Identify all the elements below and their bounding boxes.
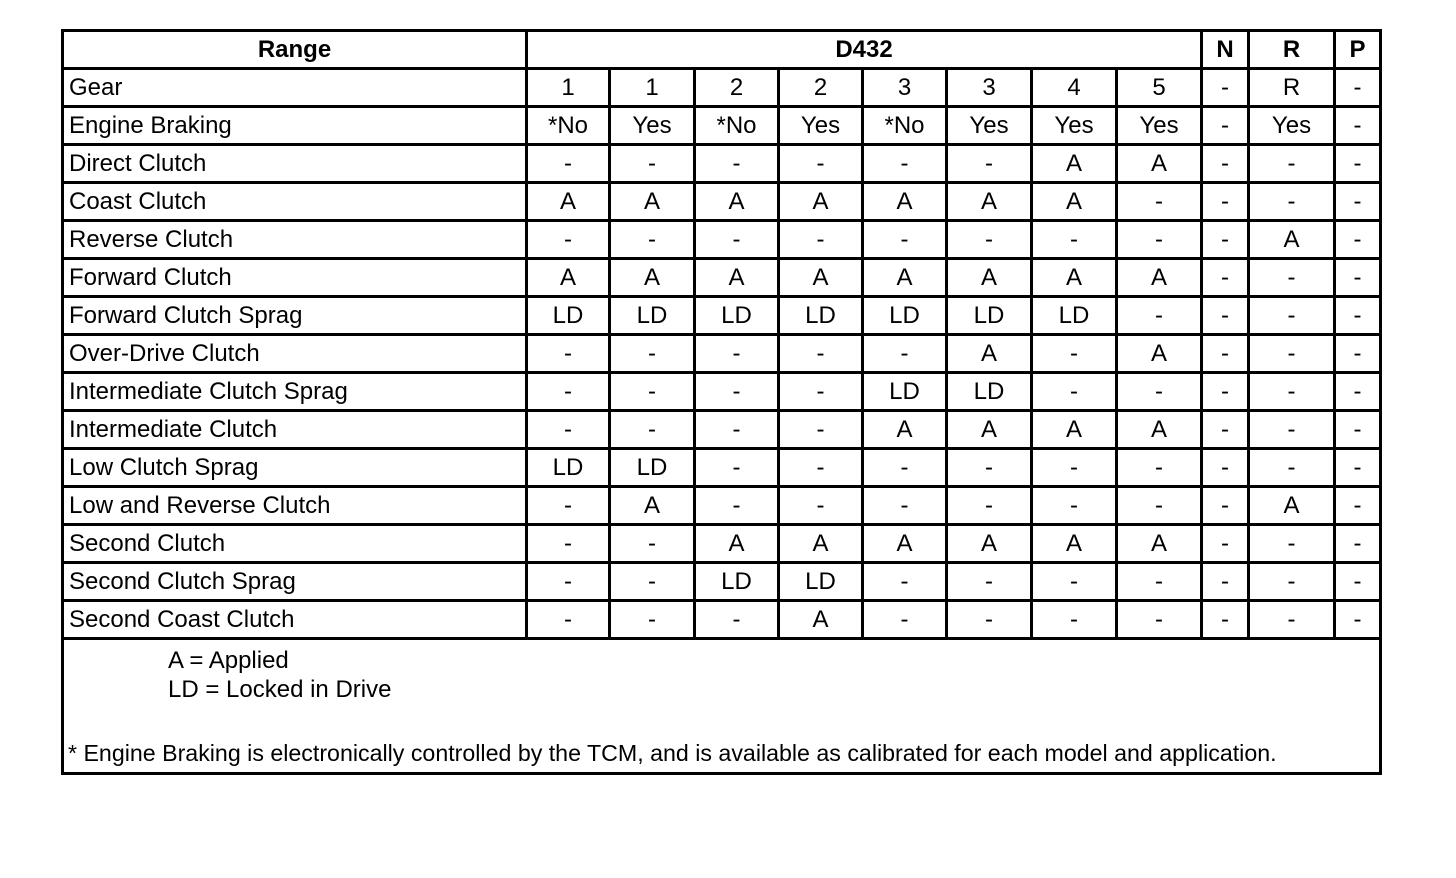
table-cell: A: [1249, 221, 1335, 259]
table-cell: -: [1202, 525, 1249, 563]
table-cell: A: [1032, 183, 1117, 221]
table-cell: 5: [1117, 69, 1202, 107]
table-cell: -: [779, 335, 863, 373]
table-cell: -: [610, 525, 695, 563]
table-row: [63, 259, 1381, 297]
table-cell: -: [779, 487, 863, 525]
table-cell: -: [1335, 107, 1381, 145]
table-cell: *No: [527, 107, 610, 145]
table-cell: -: [863, 601, 947, 639]
table-cell: 2: [779, 69, 863, 107]
table-cell: -: [1117, 449, 1202, 487]
p-header: P: [1335, 31, 1381, 69]
table-cell: 3: [863, 69, 947, 107]
table-cell: -: [610, 145, 695, 183]
table-cell: A: [527, 183, 610, 221]
table-cell: A: [1032, 145, 1117, 183]
table-cell: -: [1249, 297, 1335, 335]
table-cell: 1: [610, 69, 695, 107]
table-cell: -: [610, 373, 695, 411]
table-cell: LD: [1032, 297, 1117, 335]
table-body: [63, 69, 1381, 639]
table-cell: A: [947, 411, 1032, 449]
table-cell: 2: [695, 69, 779, 107]
table-row: [63, 449, 1381, 487]
table-cell: -: [610, 335, 695, 373]
table-cell: *No: [695, 107, 779, 145]
table-cell: -: [1117, 221, 1202, 259]
table-cell: -: [1117, 563, 1202, 601]
table-row: [63, 563, 1381, 601]
table-cell: Yes: [1249, 107, 1335, 145]
table-cell: -: [527, 601, 610, 639]
table-cell: -: [1032, 335, 1117, 373]
table-cell: -: [1335, 145, 1381, 183]
table-cell: -: [779, 373, 863, 411]
table-cell: -: [695, 335, 779, 373]
row-label: Forward Clutch: [63, 259, 527, 297]
row-label: Second Clutch: [63, 525, 527, 563]
table-row: [63, 297, 1381, 335]
table-cell: A: [1117, 335, 1202, 373]
table-cell: -: [863, 487, 947, 525]
table-cell: -: [779, 221, 863, 259]
table-cell: A: [779, 183, 863, 221]
table-row: [63, 487, 1381, 525]
table-cell: -: [1032, 373, 1117, 411]
table-cell: -: [1249, 335, 1335, 373]
table-cell: -: [1202, 259, 1249, 297]
table-cell: A: [779, 601, 863, 639]
table-cell: Yes: [1117, 107, 1202, 145]
row-label: Low Clutch Sprag: [63, 449, 527, 487]
clutch-application-chart: [61, 29, 1379, 775]
table-row: [63, 601, 1381, 639]
table-cell: LD: [527, 449, 610, 487]
table-cell: LD: [863, 373, 947, 411]
table-cell: -: [695, 373, 779, 411]
table-cell: A: [695, 525, 779, 563]
table-cell: -: [1032, 449, 1117, 487]
row-label: Second Coast Clutch: [63, 601, 527, 639]
table-cell: -: [1249, 601, 1335, 639]
table-cell: -: [1249, 373, 1335, 411]
table-cell: LD: [527, 297, 610, 335]
table-cell: Yes: [610, 107, 695, 145]
table-cell: -: [1249, 563, 1335, 601]
table-cell: -: [1202, 69, 1249, 107]
table-cell: A: [1117, 259, 1202, 297]
row-label: Gear: [63, 69, 527, 107]
table-cell: -: [863, 449, 947, 487]
table-cell: -: [1335, 183, 1381, 221]
table-cell: -: [527, 335, 610, 373]
table-row: [63, 525, 1381, 563]
table-cell: -: [1335, 601, 1381, 639]
table-cell: -: [1335, 411, 1381, 449]
table-cell: A: [1032, 411, 1117, 449]
table-cell: Yes: [947, 107, 1032, 145]
table-row: [63, 183, 1381, 221]
table-cell: A: [1117, 411, 1202, 449]
table-cell: LD: [779, 563, 863, 601]
table-row: [63, 221, 1381, 259]
header-row: [63, 31, 1381, 69]
table-cell: -: [1335, 373, 1381, 411]
table-cell: -: [527, 525, 610, 563]
table-cell: -: [947, 563, 1032, 601]
table-cell: A: [610, 259, 695, 297]
table-cell: -: [1335, 525, 1381, 563]
table-cell: -: [947, 487, 1032, 525]
table-cell: -: [1335, 297, 1381, 335]
table-cell: A: [947, 525, 1032, 563]
table-cell: A: [947, 335, 1032, 373]
table-cell: -: [1335, 69, 1381, 107]
table-cell: -: [1202, 487, 1249, 525]
table-cell: -: [1202, 335, 1249, 373]
table-cell: Yes: [779, 107, 863, 145]
legend-applied: A = Applied: [168, 647, 289, 674]
table-cell: -: [947, 449, 1032, 487]
table-cell: -: [947, 601, 1032, 639]
row-label: Over-Drive Clutch: [63, 335, 527, 373]
table-cell: -: [863, 335, 947, 373]
table-cell: -: [863, 145, 947, 183]
table-cell: A: [863, 183, 947, 221]
table-cell: -: [610, 411, 695, 449]
table-cell: LD: [695, 297, 779, 335]
row-label: Engine Braking: [63, 107, 527, 145]
table-cell: 4: [1032, 69, 1117, 107]
row-label: Intermediate Clutch: [63, 411, 527, 449]
table-cell: -: [610, 601, 695, 639]
table-cell: -: [1335, 563, 1381, 601]
table-cell: -: [610, 563, 695, 601]
table-cell: -: [1117, 487, 1202, 525]
table-cell: -: [1202, 601, 1249, 639]
row-label: Direct Clutch: [63, 145, 527, 183]
table-cell: -: [1117, 297, 1202, 335]
table-cell: -: [1335, 449, 1381, 487]
table-cell: -: [1335, 221, 1381, 259]
row-label: Intermediate Clutch Sprag: [63, 373, 527, 411]
legend-cell: [63, 639, 1381, 774]
table-cell: -: [695, 487, 779, 525]
table-cell: A: [1117, 145, 1202, 183]
table-cell: LD: [947, 373, 1032, 411]
table-cell: -: [1249, 449, 1335, 487]
table-row: [63, 411, 1381, 449]
range-header: Range: [63, 31, 527, 69]
table-cell: -: [1335, 487, 1381, 525]
table-cell: -: [1202, 297, 1249, 335]
row-label: Coast Clutch: [63, 183, 527, 221]
table-cell: A: [527, 259, 610, 297]
table-cell: A: [779, 259, 863, 297]
row-label: Low and Reverse Clutch: [63, 487, 527, 525]
table-cell: -: [527, 221, 610, 259]
table-cell: -: [1032, 601, 1117, 639]
table-cell: LD: [779, 297, 863, 335]
table-cell: -: [1202, 107, 1249, 145]
table-cell: -: [779, 449, 863, 487]
table-cell: -: [1249, 525, 1335, 563]
table-cell: -: [527, 487, 610, 525]
table-cell: -: [1202, 221, 1249, 259]
table-cell: -: [863, 563, 947, 601]
table-cell: A: [947, 183, 1032, 221]
table-cell: -: [1249, 183, 1335, 221]
table-cell: A: [1249, 487, 1335, 525]
table-cell: R: [1249, 69, 1335, 107]
table-cell: -: [1202, 145, 1249, 183]
table-cell: -: [527, 373, 610, 411]
table-cell: -: [695, 221, 779, 259]
table-cell: -: [527, 145, 610, 183]
table-cell: -: [1117, 373, 1202, 411]
table-cell: 1: [527, 69, 610, 107]
table-cell: -: [527, 411, 610, 449]
legend-row: [63, 639, 1381, 774]
table-row: [63, 373, 1381, 411]
legend: [168, 646, 391, 704]
r-header: R: [1249, 31, 1335, 69]
table-row: [63, 335, 1381, 373]
table-cell: -: [1202, 411, 1249, 449]
table-cell: A: [610, 487, 695, 525]
table-cell: -: [1335, 335, 1381, 373]
table-cell: A: [695, 183, 779, 221]
table-cell: 3: [947, 69, 1032, 107]
row-label: Reverse Clutch: [63, 221, 527, 259]
table-cell: -: [1202, 373, 1249, 411]
table-cell: -: [947, 145, 1032, 183]
table-cell: -: [1032, 563, 1117, 601]
table-row: [63, 145, 1381, 183]
n-header: N: [1202, 31, 1249, 69]
table-cell: A: [695, 259, 779, 297]
table-cell: -: [863, 221, 947, 259]
table-cell: A: [863, 259, 947, 297]
row-label: Forward Clutch Sprag: [63, 297, 527, 335]
table-cell: -: [1202, 449, 1249, 487]
table-cell: Yes: [1032, 107, 1117, 145]
d432-header: D432: [527, 31, 1202, 69]
table-cell: -: [1202, 183, 1249, 221]
table-cell: LD: [863, 297, 947, 335]
table-cell: LD: [695, 563, 779, 601]
table-cell: -: [610, 221, 695, 259]
table-cell: A: [863, 411, 947, 449]
table-row: [63, 107, 1381, 145]
table-cell: A: [1032, 525, 1117, 563]
table-cell: -: [527, 563, 610, 601]
table-cell: -: [1117, 183, 1202, 221]
table-cell: LD: [947, 297, 1032, 335]
table-cell: -: [1249, 259, 1335, 297]
table-cell: -: [1249, 411, 1335, 449]
table-cell: A: [1032, 259, 1117, 297]
footnote: * Engine Braking is electronically controlled by the TCM, and is available as calibrated for each model and application.: [68, 740, 1277, 766]
table-cell: -: [1335, 259, 1381, 297]
table-cell: LD: [610, 449, 695, 487]
table-cell: A: [947, 259, 1032, 297]
table-cell: -: [695, 145, 779, 183]
clutch-table: [61, 29, 1382, 775]
table-cell: -: [695, 449, 779, 487]
table-cell: -: [1032, 221, 1117, 259]
table-cell: A: [1117, 525, 1202, 563]
row-label: Second Clutch Sprag: [63, 563, 527, 601]
table-cell: A: [610, 183, 695, 221]
table-cell: -: [1117, 601, 1202, 639]
table-cell: -: [1202, 563, 1249, 601]
table-cell: -: [1032, 487, 1117, 525]
table-cell: -: [779, 411, 863, 449]
table-row: [63, 69, 1381, 107]
table-cell: -: [779, 145, 863, 183]
table-cell: -: [1249, 145, 1335, 183]
table-cell: LD: [610, 297, 695, 335]
table-cell: -: [695, 411, 779, 449]
table-cell: -: [947, 221, 1032, 259]
table-cell: A: [779, 525, 863, 563]
table-cell: *No: [863, 107, 947, 145]
table-cell: -: [695, 601, 779, 639]
legend-locked: LD = Locked in Drive: [168, 676, 392, 703]
table-cell: A: [863, 525, 947, 563]
